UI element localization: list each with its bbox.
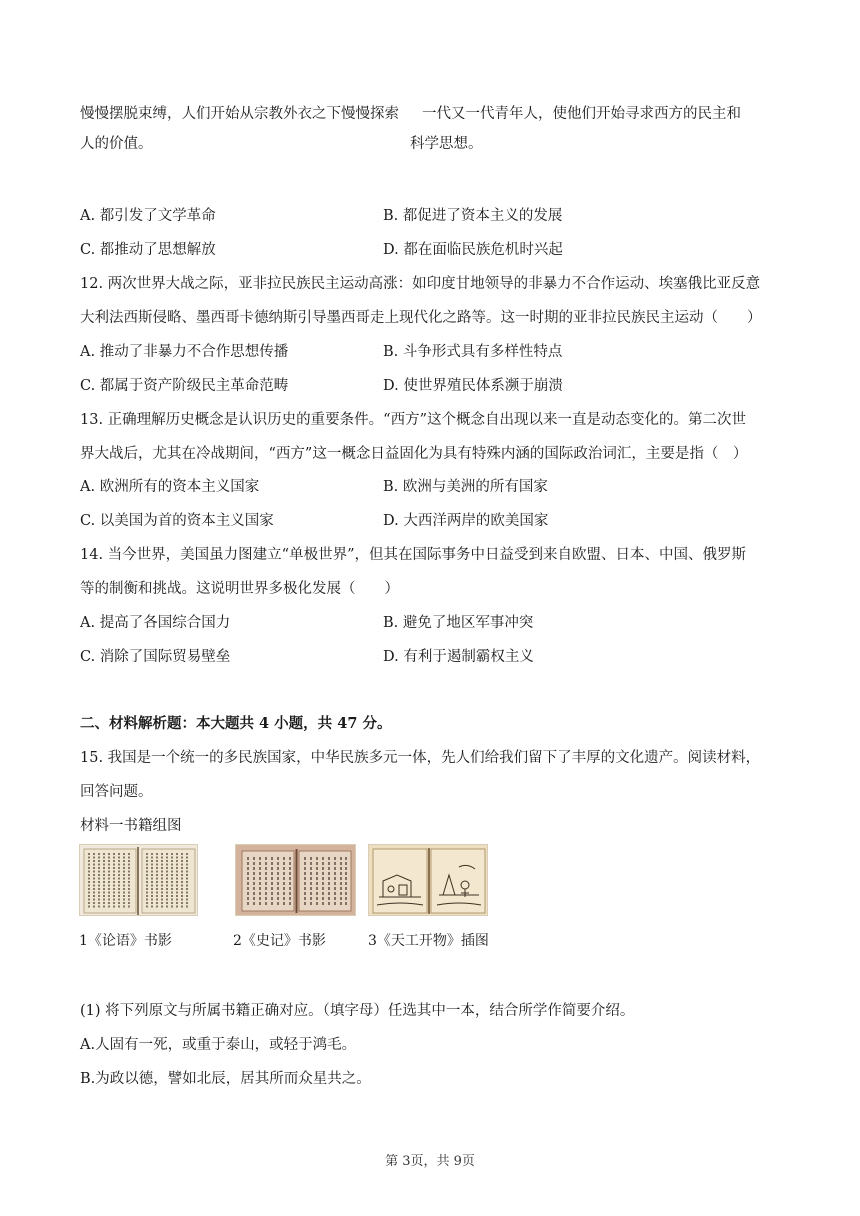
q14-option-a: A. 提高了各国综合国力: [80, 615, 231, 631]
caption-shiji: 2《史记》书影: [233, 933, 326, 949]
q12-stem-line-1: 12. 两次世界大战之际，亚非拉民族民主运动高涨：如印度甘地领导的非暴力不合作运动、埃塞俄比亚反意: [80, 276, 761, 292]
q15-item-b: B.为政以德，譬如北辰，居其所而众星共之。: [80, 1071, 371, 1087]
q12-option-b: B. 斗争形式具有多样性特点: [383, 344, 563, 360]
intro-left-line-1: 慢慢摆脱束缚，人们开始从宗教外衣之下慢慢探索: [80, 106, 399, 122]
shiji-book-image: [235, 844, 356, 916]
q14-option-b: B. 避免了地区军事冲突: [383, 615, 534, 631]
q15-stem-line-2: 回答问题。: [80, 784, 153, 800]
q12-option-a: A. 推动了非暴力不合作思想传播: [80, 344, 289, 360]
lunyu-book-image: [79, 844, 198, 916]
material-label: 材料一书籍组图: [80, 818, 182, 834]
q15-item-a: A.人固有一死，或重于泰山，或轻于鸿毛。: [80, 1037, 357, 1053]
q13-stem-line-1: 13. 正确理解历史概念是认识历史的重要条件。“西方”这个概念自出现以来一直是动态变化的。第二次世: [80, 412, 746, 428]
section-heading: 二、材料解析题：本大题共 4 小题，共 47 分。: [80, 715, 392, 732]
q13-option-a: A. 欧洲所有的资本主义国家: [80, 479, 260, 495]
q13-option-b: B. 欧洲与美洲的所有国家: [383, 479, 548, 495]
q11-option-a: A. 都引发了文学革命: [80, 208, 216, 224]
q14-stem-line-1: 14. 当今世界，美国虽力图建立“单极世界”，但其在国际事务中日益受到来自欧盟、日本、中国、俄罗斯: [80, 547, 746, 563]
intro-right-line-2: 科学思想。: [410, 136, 483, 152]
caption-tiangong-kaiwu: 3《天工开物》插图: [368, 933, 489, 949]
page-number: 第 3页，共 9页: [385, 1154, 475, 1169]
q13-option-d: D. 大西洋两岸的欧美国家: [383, 513, 549, 529]
tiangong-kaiwu-illustration: [368, 844, 488, 916]
q15-subquestion-1: (1) 将下列原文与所属书籍正确对应。（填字母）任选其中一本，结合所学作简要介绍。: [80, 1003, 635, 1019]
q14-stem-line-2: 等的制衡和挑战。这说明世界多极化发展（ ）: [80, 581, 399, 597]
q14-option-c: C. 消除了国际贸易壁垒: [80, 649, 231, 665]
q12-stem-line-2: 大利法西斯侵略、墨西哥卡德纳斯引导墨西哥走上现代化之路等。这一时期的亚非拉民族民主运动（ ）: [80, 310, 762, 326]
q11-option-d: D. 都在面临民族危机时兴起: [383, 242, 563, 258]
q11-option-c: C. 都推动了思想解放: [80, 242, 216, 258]
q13-option-c: C. 以美国为首的资本主义国家: [80, 513, 274, 529]
intro-right-line-1: 一代又一代青年人，使他们开始寻求西方的民主和: [422, 106, 741, 122]
q12-option-c: C. 都属于资产阶级民主革命范畴: [80, 378, 289, 394]
q12-option-d: D. 使世界殖民体系濒于崩溃: [383, 378, 563, 394]
intro-left-line-2: 人的价值。: [80, 136, 153, 152]
q11-option-b: B. 都促进了资本主义的发展: [383, 208, 563, 224]
q15-stem-line-1: 15. 我国是一个统一的多民族国家，中华民族多元一体，先人们给我们留下了丰厚的文化遗产。阅读材料，: [80, 750, 761, 766]
q13-stem-line-2: 界大战后，尤其在冷战期间，“西方”这一概念日益固化为具有特殊内涵的国际政治词汇，主要是指（ ）: [80, 446, 748, 462]
q14-option-d: D. 有利于遏制霸权主义: [383, 649, 534, 665]
caption-lunyu: 1《论语》书影: [79, 933, 172, 949]
